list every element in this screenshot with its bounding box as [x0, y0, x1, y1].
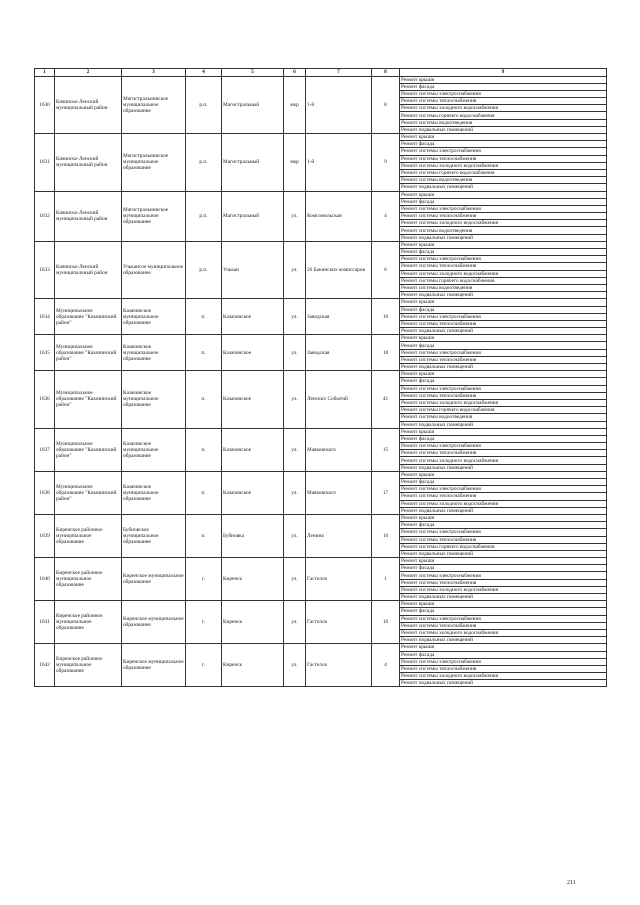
street-type: ул.	[284, 601, 306, 644]
repair-work-item: Ремонт системы электроснабжения	[400, 658, 607, 665]
street-type: мкр	[284, 76, 306, 134]
repair-work-item: Ремонт крыши	[400, 76, 607, 83]
repair-work-item: Ремонт системы водоотведения	[400, 414, 607, 421]
district-name: Качинско-Ленский муниципальный район	[55, 241, 122, 299]
repair-work-item: Ремонт подвальных помещений	[400, 421, 607, 428]
settlement-type: р.п.	[186, 134, 222, 192]
district-name: Муниципальное образование "Казачинский район"	[55, 371, 122, 429]
house-number: 15	[372, 428, 400, 471]
repair-work-item: Ремонт фасада	[400, 608, 607, 615]
col-header-8: 8	[372, 69, 400, 77]
repair-work-item: Ремонт фасада	[400, 306, 607, 313]
street-type: ул.	[284, 428, 306, 471]
record-number: 1637	[35, 428, 55, 471]
municipality-name: Казачинское муниципальное образование	[122, 428, 186, 471]
table-row	[35, 134, 607, 141]
street-name: Гастелло	[306, 644, 372, 687]
repair-work-item: Ремонт системы водоотведения	[400, 177, 607, 184]
repair-work-item: Ремонт системы водоотведения	[400, 227, 607, 234]
repair-work-item: Ремонт системы холодного водоснабжения	[400, 399, 607, 406]
repair-work-item: Ремонт фасада	[400, 342, 607, 349]
repair-work-item: Ремонт системы теплоснабжения	[400, 213, 607, 220]
settlement-name: Казачинское	[222, 471, 284, 514]
record-number: 1630	[35, 76, 55, 134]
municipality-name: Магистральнинское муниципальное образование	[122, 191, 186, 241]
repair-work-item: Ремонт системы теплоснабжения	[400, 622, 607, 629]
house-number: 6	[372, 241, 400, 299]
record-number: 1634	[35, 299, 55, 335]
repair-work-item: Ремонт системы холодного водоснабжения	[400, 673, 607, 680]
street-name: Маяковского	[306, 471, 372, 514]
repair-work-item: Ремонт системы горячего водоснабжения	[400, 112, 607, 119]
repair-work-item: Ремонт фасада	[400, 651, 607, 658]
repair-work-item: Ремонт фасада	[400, 83, 607, 90]
record-number: 1642	[35, 644, 55, 687]
table-row	[35, 601, 607, 608]
street-name: Комсомольская	[306, 191, 372, 241]
repair-work-item: Ремонт фасада	[400, 378, 607, 385]
repair-work-item: Ремонт системы холодного водоснабжения	[400, 105, 607, 112]
street-type: ул.	[284, 371, 306, 429]
repair-work-item: Ремонт подвальных помещений	[400, 292, 607, 299]
district-name: Киренское районное муниципальное образование	[55, 558, 122, 601]
street-type: ул.	[284, 299, 306, 335]
repair-work-item: Ремонт фасада	[400, 249, 607, 256]
repair-work-item: Ремонт крыши	[400, 134, 607, 141]
settlement-name: Казачинское	[222, 428, 284, 471]
table-row	[35, 335, 607, 342]
house-number: 18	[372, 335, 400, 371]
settlement-type: р.п.	[186, 241, 222, 299]
repair-work-item: Ремонт подвальных помещений	[400, 550, 607, 557]
district-name: Киренское районное муниципальное образование	[55, 644, 122, 687]
settlement-name: Магистральный	[222, 134, 284, 192]
repair-work-item: Ремонт крыши	[400, 241, 607, 248]
repair-work-item: Ремонт системы теплоснабжения	[400, 392, 607, 399]
repair-work-item: Ремонт системы водоотведения	[400, 119, 607, 126]
record-number: 1635	[35, 335, 55, 371]
house-number: 4	[372, 191, 400, 241]
repair-work-item: Ремонт крыши	[400, 558, 607, 565]
table-row	[35, 558, 607, 565]
repair-work-item: Ремонт фасада	[400, 479, 607, 486]
repair-work-item: Ремонт фасада	[400, 435, 607, 442]
repair-work-item: Ремонт системы электроснабжения	[400, 90, 607, 97]
house-number: 10	[372, 514, 400, 557]
repair-work-item: Ремонт подвальных помещений	[400, 637, 607, 644]
repair-work-item: Ремонт системы электроснабжения	[400, 486, 607, 493]
street-type: ул.	[284, 241, 306, 299]
municipality-name: Казачинское муниципальное образование	[122, 471, 186, 514]
street-type: ул.	[284, 644, 306, 687]
repair-work-item: Ремонт фасада	[400, 141, 607, 148]
settlement-name: Киренск	[222, 601, 284, 644]
street-name: 1-й	[306, 134, 372, 192]
repair-work-item: Ремонт подвальных помещений	[400, 594, 607, 601]
settlement-name: Казачинское	[222, 299, 284, 335]
settlement-type: п.	[186, 471, 222, 514]
settlement-name: Улькан	[222, 241, 284, 299]
repair-work-item: Ремонт фасада	[400, 198, 607, 205]
record-number: 1639	[35, 514, 55, 557]
street-type: мкр	[284, 134, 306, 192]
repair-work-item: Ремонт системы электроснабжения	[400, 148, 607, 155]
repair-work-item: Ремонт системы электроснабжения	[400, 349, 607, 356]
repair-program-table	[34, 68, 607, 687]
record-number: 1640	[35, 558, 55, 601]
repair-work-item: Ремонт системы электроснабжения	[400, 615, 607, 622]
repair-work-item: Ремонт крыши	[400, 191, 607, 198]
col-header-3: 3	[122, 69, 186, 77]
repair-work-item: Ремонт системы теплоснабжения	[400, 536, 607, 543]
street-type: ул.	[284, 558, 306, 601]
street-name: 26 Бакинских комиссаров	[306, 241, 372, 299]
col-header-7: 7	[306, 69, 372, 77]
repair-work-item: Ремонт системы теплоснабжения	[400, 450, 607, 457]
col-header-9: 9	[400, 69, 607, 77]
settlement-name: Киренск	[222, 558, 284, 601]
municipality-name: Казачинское муниципальное образование	[122, 299, 186, 335]
house-number: 8	[372, 76, 400, 134]
repair-work-item: Ремонт системы электроснабжения	[400, 313, 607, 320]
repair-work-item: Ремонт подвальных помещений	[400, 126, 607, 133]
repair-work-item: Ремонт системы холодного водоснабжения	[400, 500, 607, 507]
repair-work-item: Ремонт системы холодного водоснабжения	[400, 162, 607, 169]
repair-work-item: Ремонт системы теплоснабжения	[400, 320, 607, 327]
repair-work-item: Ремонт подвальных помещений	[400, 184, 607, 191]
col-header-2: 2	[55, 69, 122, 77]
repair-work-item: Ремонт системы теплоснабжения	[400, 665, 607, 672]
page-number: 211	[567, 880, 576, 886]
repair-work-item: Ремонт подвальных помещений	[400, 680, 607, 687]
table-row	[35, 241, 607, 248]
document-page	[34, 68, 606, 687]
district-name: Качинско-Ленский муниципальный район	[55, 191, 122, 241]
settlement-name: Магистральный	[222, 76, 284, 134]
repair-work-item: Ремонт системы теплоснабжения	[400, 493, 607, 500]
repair-work-item: Ремонт крыши	[400, 601, 607, 608]
municipality-name: Киренское муниципальное образование	[122, 601, 186, 644]
street-name: Ленина	[306, 514, 372, 557]
house-number: 10	[372, 299, 400, 335]
repair-work-item: Ремонт подвальных помещений	[400, 234, 607, 241]
repair-work-item: Ремонт подвальных помещений	[400, 507, 607, 514]
record-number: 1632	[35, 191, 55, 241]
repair-work-item: Ремонт системы холодного водоснабжения	[400, 629, 607, 636]
table-row	[35, 514, 607, 521]
repair-work-item: Ремонт крыши	[400, 644, 607, 651]
repair-work-item: Ремонт системы электроснабжения	[400, 529, 607, 536]
repair-work-item: Ремонт подвальных помещений	[400, 464, 607, 471]
table-row	[35, 191, 607, 198]
repair-work-item: Ремонт крыши	[400, 514, 607, 521]
street-name: Гастелло	[306, 601, 372, 644]
repair-work-item: Ремонт крыши	[400, 335, 607, 342]
street-type: ул.	[284, 514, 306, 557]
repair-work-item: Ремонт фасада	[400, 522, 607, 529]
settlement-type: п.	[186, 371, 222, 429]
repair-work-item: Ремонт системы электроснабжения	[400, 572, 607, 579]
street-type: ул.	[284, 335, 306, 371]
repair-work-item: Ремонт системы горячего водоснабжения	[400, 277, 607, 284]
settlement-type: р.п.	[186, 76, 222, 134]
record-number: 1636	[35, 371, 55, 429]
col-header-1: 1	[35, 69, 55, 77]
repair-work-item: Ремонт системы теплоснабжения	[400, 98, 607, 105]
settlement-type: п.	[186, 428, 222, 471]
repair-work-item: Ремонт крыши	[400, 299, 607, 306]
settlement-type: п.	[186, 299, 222, 335]
repair-work-item: Ремонт системы теплоснабжения	[400, 356, 607, 363]
house-number: 17	[372, 471, 400, 514]
repair-work-item: Ремонт системы электроснабжения	[400, 385, 607, 392]
settlement-name: Магистральный	[222, 191, 284, 241]
settlement-name: Киренск	[222, 644, 284, 687]
district-name: Киренское районное муниципальное образование	[55, 514, 122, 557]
table-row	[35, 371, 607, 378]
repair-work-item: Ремонт системы холодного водоснабжения	[400, 457, 607, 464]
col-header-4: 4	[186, 69, 222, 77]
settlement-type: п.	[186, 335, 222, 371]
table-row	[35, 644, 607, 651]
street-name: Заводская	[306, 299, 372, 335]
repair-work-item: Ремонт системы горячего водоснабжения	[400, 169, 607, 176]
repair-work-item: Ремонт системы электроснабжения	[400, 205, 607, 212]
repair-work-item: Ремонт системы холодного водоснабжения	[400, 586, 607, 593]
record-number: 1631	[35, 134, 55, 192]
municipality-name: Бубновское муниципальное образование	[122, 514, 186, 557]
municipality-name: Магистральнинское муниципальное образование	[122, 134, 186, 192]
repair-work-item: Ремонт крыши	[400, 471, 607, 478]
repair-work-item: Ремонт системы теплоснабжения	[400, 579, 607, 586]
municipality-name: Магистральнинское муниципальное образование	[122, 76, 186, 134]
table-body	[35, 76, 607, 687]
repair-work-item: Ремонт системы электроснабжения	[400, 443, 607, 450]
street-name: Ленских Событий	[306, 371, 372, 429]
district-name: Муниципальное образование "Казачинский район"	[55, 335, 122, 371]
district-name: Муниципальное образование "Казачинский район"	[55, 428, 122, 471]
settlement-name: Казачинское	[222, 371, 284, 429]
header-row	[35, 69, 607, 77]
repair-work-item: Ремонт системы теплоснабжения	[400, 155, 607, 162]
municipality-name: Казачинское муниципальное образование	[122, 371, 186, 429]
settlement-type: г.	[186, 601, 222, 644]
repair-work-item: Ремонт крыши	[400, 428, 607, 435]
repair-work-item: Ремонт системы горячего водоснабжения	[400, 407, 607, 414]
repair-work-item: Ремонт фасада	[400, 565, 607, 572]
settlement-type: р.п.	[186, 191, 222, 241]
repair-work-item: Ремонт подвальных помещений	[400, 328, 607, 335]
repair-work-item: Ремонт системы холодного водоснабжения	[400, 270, 607, 277]
repair-work-item: Ремонт системы электроснабжения	[400, 256, 607, 263]
house-number: 41	[372, 371, 400, 429]
repair-work-item: Ремонт системы теплоснабжения	[400, 263, 607, 270]
table-row	[35, 471, 607, 478]
street-name: Заводская	[306, 335, 372, 371]
municipality-name: Киренское муниципальное образование	[122, 644, 186, 687]
repair-work-item: Ремонт системы холодного водоснабжения	[400, 220, 607, 227]
col-header-5: 5	[222, 69, 284, 77]
repair-work-item: Ремонт крыши	[400, 371, 607, 378]
street-type: ул.	[284, 191, 306, 241]
table-row	[35, 76, 607, 83]
district-name: Муниципальное образование "Казачинский район"	[55, 299, 122, 335]
house-number: 9	[372, 134, 400, 192]
settlement-type: г.	[186, 558, 222, 601]
municipality-name: Казачинское муниципальное образование	[122, 335, 186, 371]
table-row	[35, 299, 607, 306]
district-name: Муниципальное образование "Казачинский район"	[55, 471, 122, 514]
repair-work-item: Ремонт подвальных помещений	[400, 364, 607, 371]
repair-work-item: Ремонт системы водоотведения	[400, 284, 607, 291]
record-number: 1641	[35, 601, 55, 644]
street-name: Гастелло	[306, 558, 372, 601]
municipality-name: Улькансое муниципальное образование	[122, 241, 186, 299]
col-header-6: 6	[284, 69, 306, 77]
record-number: 1633	[35, 241, 55, 299]
district-name: Киренское районное муниципальное образование	[55, 601, 122, 644]
house-number: 10	[372, 601, 400, 644]
street-type: ул.	[284, 471, 306, 514]
house-number: 4	[372, 644, 400, 687]
repair-work-item: Ремонт системы горячего водоснабжения	[400, 543, 607, 550]
district-name: Качинско-Ленский муниципальный район	[55, 76, 122, 134]
district-name: Качинско-Ленский муниципальный район	[55, 134, 122, 192]
table-row	[35, 428, 607, 435]
municipality-name: Киренское муниципальное образование	[122, 558, 186, 601]
settlement-type: г.	[186, 644, 222, 687]
settlement-name: Казачинское	[222, 335, 284, 371]
settlement-type: п.	[186, 514, 222, 557]
street-name: 1-й	[306, 76, 372, 134]
house-number: 1	[372, 558, 400, 601]
street-name: Маяковского	[306, 428, 372, 471]
record-number: 1638	[35, 471, 55, 514]
settlement-name: Бубновка	[222, 514, 284, 557]
